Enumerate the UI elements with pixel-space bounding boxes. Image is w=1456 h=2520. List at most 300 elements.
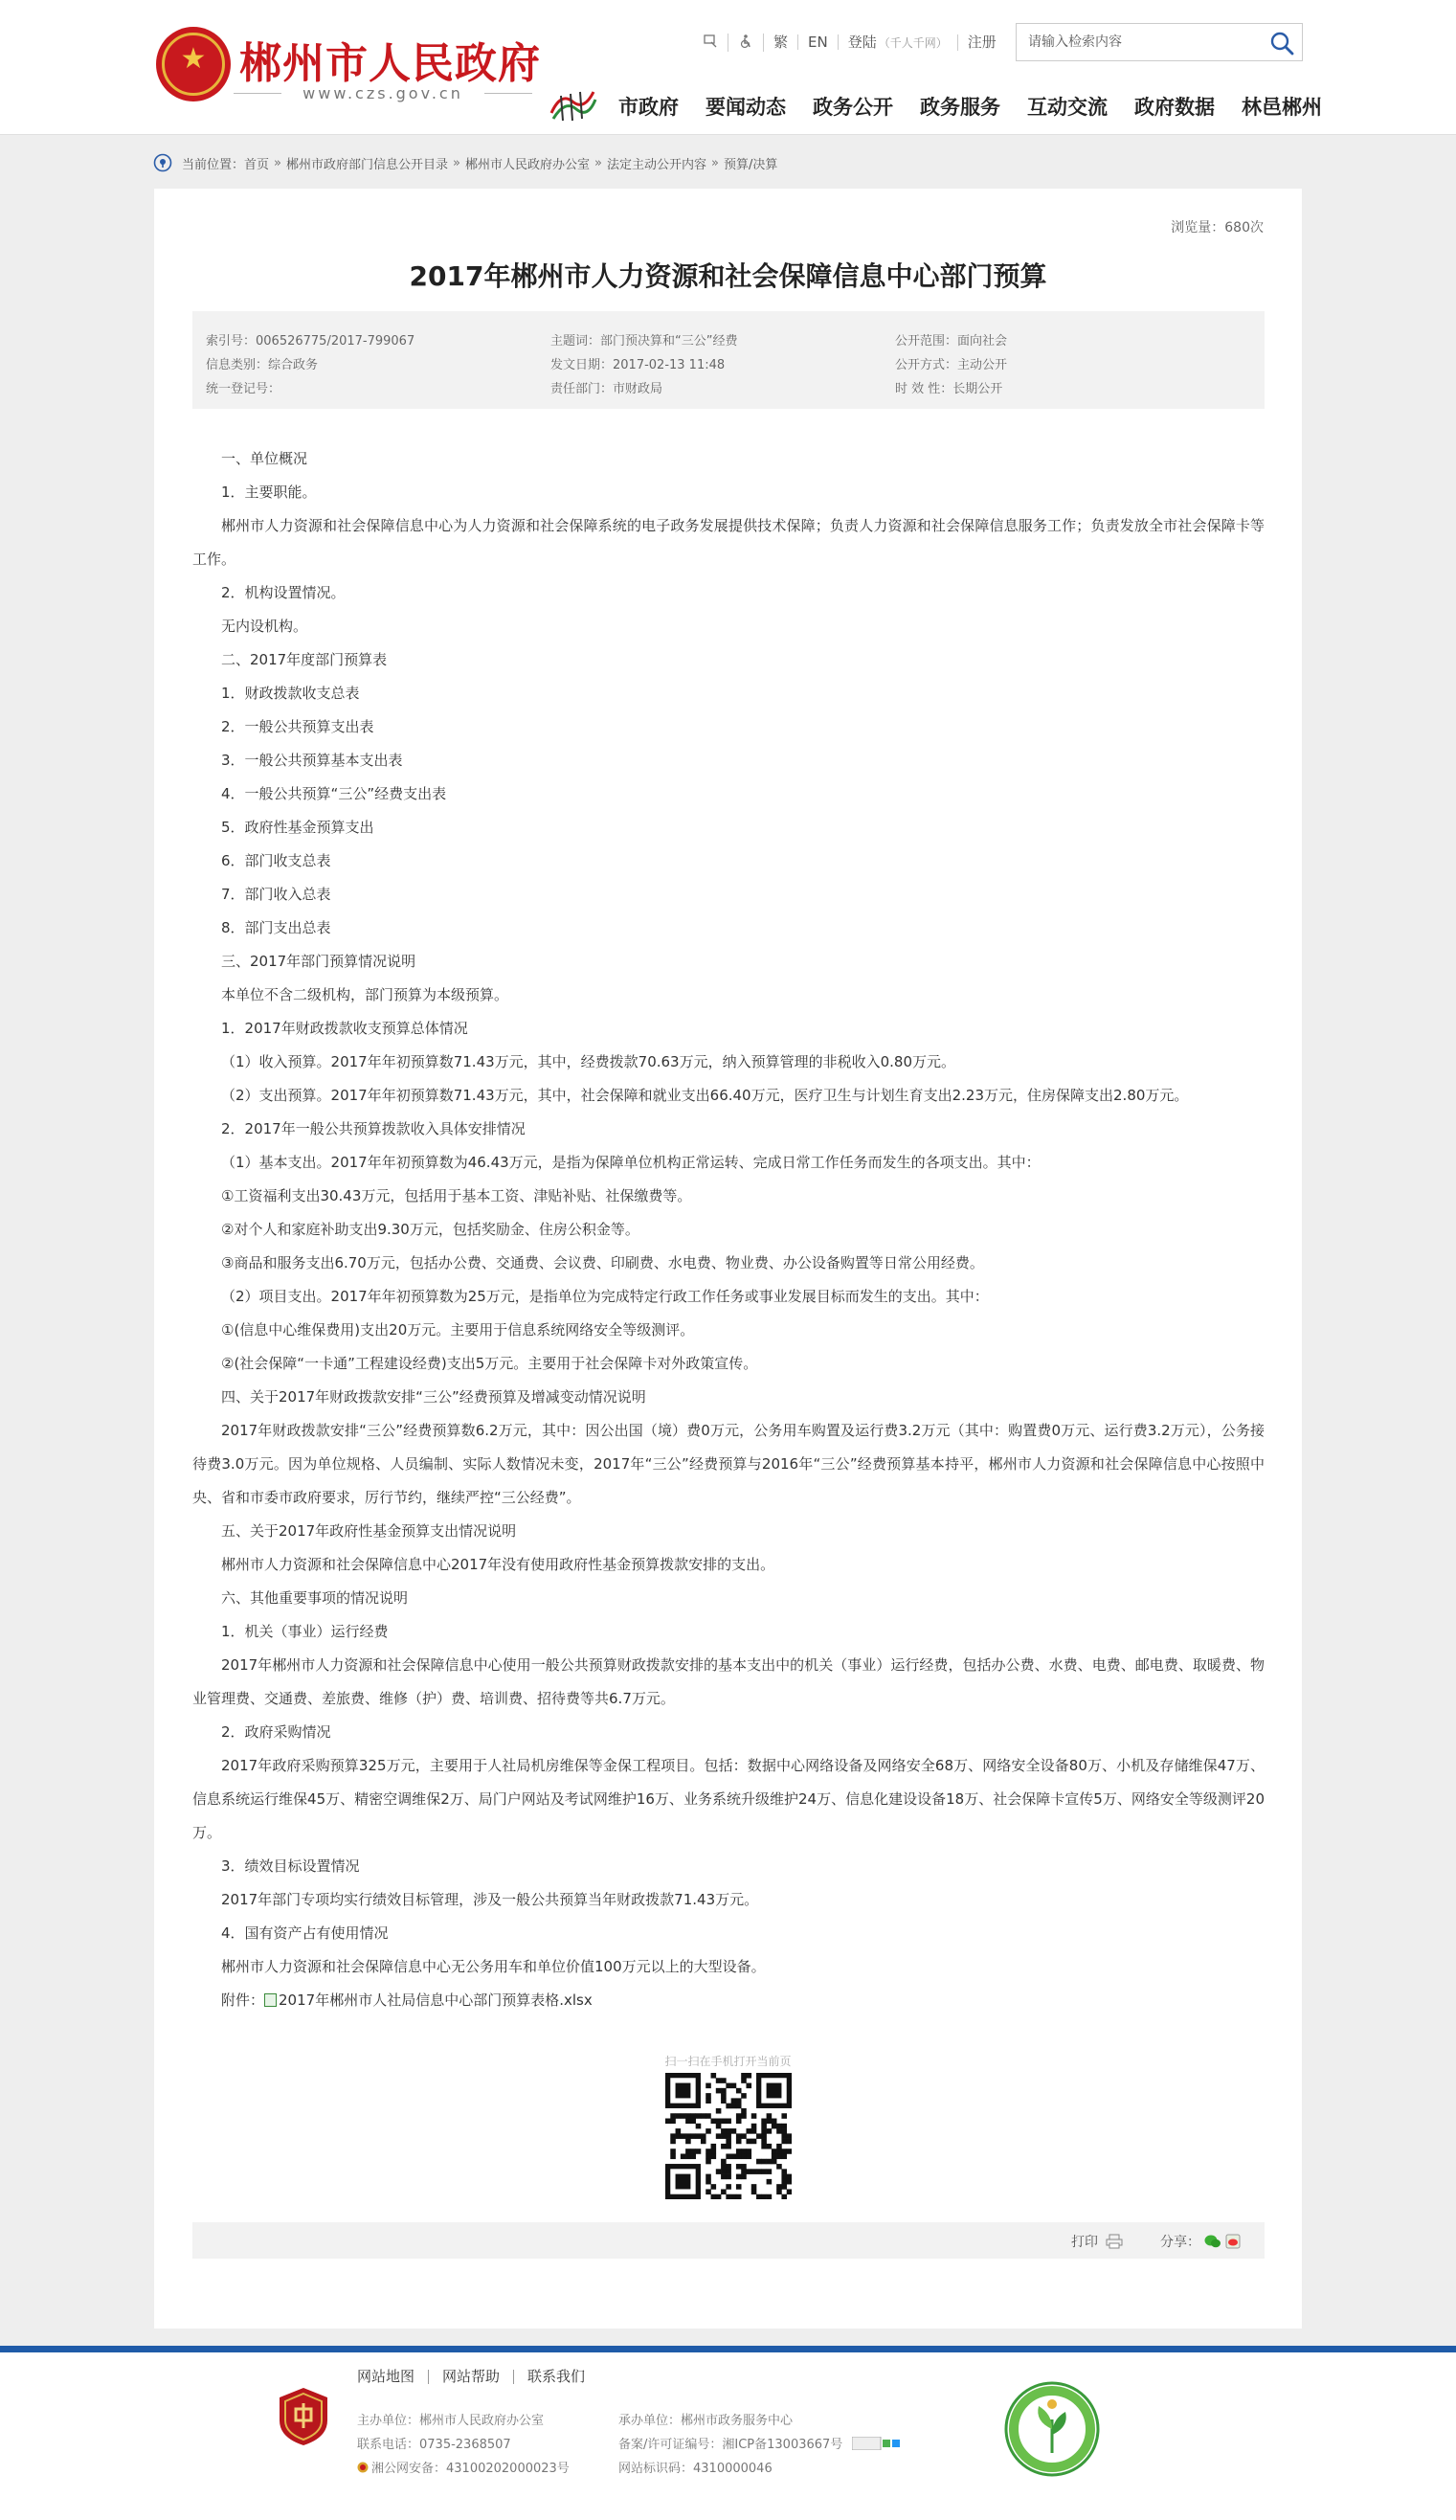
article-paragraph: 1．2017年财政拨款收支预算总体情况 — [221, 1020, 468, 1037]
qr-module — [761, 2124, 767, 2129]
qr-module — [731, 2194, 737, 2199]
qr-module — [701, 2139, 706, 2145]
qr-module — [685, 2149, 691, 2154]
login-label: 登陆 — [847, 33, 877, 51]
login-note: （千人千网） — [878, 35, 948, 50]
qr-module — [781, 2133, 787, 2139]
qr-module — [706, 2159, 711, 2165]
qr-module — [751, 2189, 757, 2194]
qr-module — [781, 2124, 787, 2129]
qr-module — [726, 2139, 731, 2145]
qr-module — [706, 2098, 711, 2104]
meta-scope: 公开范围：面向社会 — [895, 334, 1008, 349]
attachment-line — [192, 1984, 1265, 2017]
qr-module — [736, 2149, 742, 2154]
qr-module — [701, 2113, 706, 2119]
qr-module — [726, 2169, 731, 2174]
article-paragraph: 4．一般公共预算“三公”经费支出表 — [221, 785, 447, 802]
qr-module — [685, 2113, 691, 2119]
breadcrumb-item-statutory[interactable]: 法定主动公开内容 — [606, 157, 706, 172]
qr-module — [711, 2073, 717, 2079]
qr-module — [736, 2184, 742, 2190]
qr-module — [767, 2128, 773, 2134]
wheelchair-icon — [738, 34, 753, 49]
qr-module — [676, 2128, 682, 2134]
qr-module — [736, 2088, 742, 2094]
qr-module — [781, 2194, 787, 2199]
footer-undertaker: 承办单位：郴州市政务服务中心 — [618, 2414, 794, 2428]
meta-category: 信息类别：综合政务 — [206, 358, 319, 372]
article-paragraph: 四、关于2017年财政拨款安排“三公”经费预算及增减变动情况说明 — [221, 1388, 646, 1406]
site-header — [0, 0, 1456, 135]
nav-item-news[interactable]: 要闻动态 — [706, 96, 786, 119]
qr-module — [741, 2174, 747, 2180]
article-paragraph: （1）基本支出。2017年年初预算数为46.43万元，是指为保障单位机构正常运转、完成日常工作任务而发生的各项支出。其中： — [221, 1154, 1041, 1171]
qr-module — [690, 2119, 696, 2125]
qr-module — [736, 2164, 742, 2170]
elderly-mode-toggle[interactable] — [728, 34, 764, 52]
qr-module — [772, 2159, 777, 2165]
qr-module — [716, 2133, 722, 2139]
qr-module — [767, 2194, 773, 2199]
qr-module — [751, 2139, 757, 2145]
qr-module — [767, 2169, 773, 2174]
article-paragraph: ②(社会保障“一卡通”工程建设经费)支出5万元。主要用于社会保障卡对外政策宣传。 — [221, 1355, 758, 1372]
breadcrumb-separator: » — [594, 155, 602, 170]
qr-module — [731, 2098, 737, 2104]
qr-module — [781, 2149, 787, 2154]
qr-module — [756, 2159, 762, 2165]
site-url: www.czs.gov.cn — [241, 84, 525, 102]
qr-module — [696, 2133, 702, 2139]
top-links — [693, 33, 1006, 52]
search-input[interactable] — [1017, 24, 1256, 60]
share-label: 分享： — [1160, 2235, 1200, 2250]
article-paragraph: 2．2017年一般公共预算拨款收入具体安排情况 — [221, 1120, 526, 1137]
qr-module — [746, 2128, 751, 2134]
article-paragraph: 郴州市人力资源和社会保障信息中心无公务用车和单位价值100万元以上的大型设备。 — [221, 1958, 766, 1975]
footer-host: 主办单位：郴州市人民政府办公室 — [357, 2414, 545, 2428]
qr-module — [736, 2119, 742, 2125]
traditional-chinese-link[interactable]: 繁 — [764, 34, 798, 50]
meta-method: 公开方式：主动公开 — [895, 358, 1008, 372]
main-nav — [618, 92, 1322, 121]
article-paragraph: 7．部门收入总表 — [221, 886, 331, 903]
nav-item-linyi-chenzhou[interactable]: 林邑郴州 — [1242, 96, 1322, 119]
nav-item-interaction[interactable]: 互动交流 — [1027, 96, 1108, 119]
qr-module — [761, 2128, 767, 2134]
article-paragraph: 2．一般公共预算支出表 — [221, 718, 374, 735]
qr-caption: 扫一扫在手机打开当前页 — [664, 2055, 792, 2068]
qr-module — [736, 2139, 742, 2145]
search-icon[interactable] — [1269, 31, 1294, 56]
qr-module — [746, 2083, 751, 2089]
qr-module — [726, 2119, 731, 2125]
qr-module — [746, 2073, 751, 2079]
qr-module — [772, 2149, 777, 2154]
accessibility-icon — [703, 34, 718, 49]
qr-module — [741, 2149, 747, 2154]
qr-module — [706, 2128, 711, 2134]
accessibility-toggle[interactable] — [693, 34, 728, 52]
qr-module — [772, 2124, 777, 2129]
article-paragraph: ②对个人和家庭补助支出9.30万元，包括奖励金、住房公积金等。 — [221, 1221, 639, 1238]
qr-module — [690, 2113, 696, 2119]
article-paragraph: 5．政府性基金预算支出 — [221, 819, 374, 836]
qr-module — [676, 2113, 682, 2119]
qr-module — [761, 2133, 767, 2139]
qr-module — [721, 2164, 727, 2170]
attachment-label: 附件： — [221, 1991, 265, 2009]
qr-module — [726, 2184, 731, 2190]
qr-module — [767, 2113, 773, 2119]
police-badge-icon — [357, 2462, 369, 2473]
qr-module — [716, 2124, 722, 2129]
article-paragraph: （2）项目支出。2017年年初预算数为25万元，是指单位为完成特定行政工作任务或事业发展目标而发生的支出。其中： — [221, 1288, 989, 1305]
qr-module — [701, 2133, 706, 2139]
qr-module — [776, 2153, 782, 2159]
qr-code — [665, 2073, 792, 2199]
article-paragraph: 1．主要职能。 — [221, 484, 317, 501]
qr-module — [681, 2153, 686, 2159]
qr-module — [761, 2139, 767, 2145]
qr-module — [741, 2078, 747, 2083]
cnzz-icon[interactable] — [852, 2437, 900, 2450]
qr-module — [741, 2093, 747, 2099]
qr-module — [781, 2174, 787, 2180]
qr-module — [690, 2133, 696, 2139]
qr-module — [781, 2113, 787, 2119]
qr-module — [706, 2189, 711, 2194]
qr-module — [685, 2139, 691, 2145]
qr-module — [772, 2153, 777, 2159]
qr-module — [741, 2113, 747, 2119]
qr-module — [776, 2184, 782, 2190]
qr-module — [685, 2133, 691, 2139]
qr-module — [706, 2174, 711, 2180]
qr-module — [761, 2169, 767, 2174]
footer-site-code: 网站标识码：4310000046 — [618, 2462, 773, 2476]
qr-module — [716, 2108, 722, 2114]
qr-module — [690, 2153, 696, 2159]
article-paragraph: 郴州市人力资源和社会保障信息中心为人力资源和社会保障系统的电子政务发展提供技术保障；负责人力资源和社会保障信息服务工作；负责发放全市社会保障卡等工作。 — [192, 517, 1265, 568]
qr-module — [721, 2189, 727, 2194]
qr-module — [711, 2194, 717, 2199]
qr-module — [761, 2159, 767, 2165]
footer-link-sitemap[interactable]: 网站地图 — [357, 2370, 429, 2384]
site-footer — [0, 2352, 1456, 2520]
qr-module — [716, 2194, 722, 2199]
article-paragraph: 1．机关（事业）运行经费 — [221, 1623, 389, 1640]
qr-module — [670, 2113, 676, 2119]
qr-module — [711, 2184, 717, 2190]
qr-module — [731, 2083, 737, 2089]
article-paragraph: ③商品和服务支出6.70万元，包括办公费、交通费、会议费、印刷费、水电费、物业费、办公设备购置等日常公用经费。 — [221, 1254, 984, 1271]
qr-module — [711, 2144, 717, 2149]
article-paragraph: 六、其他重要事项的情况说明 — [221, 1589, 409, 1607]
qr-module — [761, 2194, 767, 2199]
qr-module — [736, 2174, 742, 2180]
qr-module — [736, 2194, 742, 2199]
qr-module — [751, 2128, 757, 2134]
qr-module — [736, 2098, 742, 2104]
qr-module — [721, 2098, 727, 2104]
article-paragraph: 三、2017年部门预算情况说明 — [221, 953, 416, 970]
qr-module — [746, 2139, 751, 2145]
qr-module — [726, 2174, 731, 2180]
national-emblem-icon[interactable] — [156, 27, 231, 101]
emblem-star: ★ — [180, 42, 207, 76]
qr-module — [776, 2189, 782, 2194]
footer-link-contact[interactable]: 联系我们 — [527, 2368, 586, 2385]
qr-module — [787, 2179, 792, 2185]
qr-module — [751, 2169, 757, 2174]
qr-module — [741, 2108, 747, 2114]
qr-module — [776, 2124, 782, 2129]
qr-module — [736, 2153, 742, 2159]
qr-module — [726, 2133, 731, 2139]
qr-module — [741, 2073, 747, 2079]
qr-module — [711, 2149, 717, 2154]
qr-module — [731, 2128, 737, 2134]
qr-module — [706, 2093, 711, 2099]
qr-module — [670, 2133, 676, 2139]
article-paragraph: 3．绩效目标设置情况 — [221, 1857, 360, 1875]
qr-module — [741, 2153, 747, 2159]
qr-module — [696, 2149, 702, 2154]
qr-module — [706, 2149, 711, 2154]
qr-module — [741, 2133, 747, 2139]
qr-module — [736, 2104, 742, 2109]
qr-module — [776, 2128, 782, 2134]
excel-file-icon — [264, 1993, 277, 2007]
breadcrumb — [153, 151, 777, 174]
qr-module — [696, 2113, 702, 2119]
breadcrumb-item-home[interactable]: 首页 — [244, 157, 270, 172]
article-paragraph: ①工资福利支出30.43万元，包括用于基本工资、津贴补贴、社保缴费等。 — [221, 1187, 692, 1204]
qr-module — [716, 2169, 722, 2174]
qr-module — [706, 2179, 711, 2185]
qr-module — [726, 2144, 731, 2149]
qr-module — [781, 2169, 787, 2174]
nav-item-government-services[interactable]: 政务服务 — [920, 96, 1000, 119]
print-label: 打印 — [1071, 2235, 1098, 2250]
attachment-link[interactable]: 2017年郴州市人社局信息中心部门预算表格.xlsx — [279, 1991, 593, 2009]
qr-module — [676, 2133, 682, 2139]
qr-module — [726, 2128, 731, 2134]
qr-module — [721, 2174, 727, 2180]
qr-module — [761, 2119, 767, 2125]
qr-module — [787, 2149, 792, 2154]
qr-module — [741, 2169, 747, 2174]
weibo-icon[interactable] — [1225, 2234, 1241, 2249]
nav-item-government-data[interactable]: 政府数据 — [1134, 96, 1215, 119]
qr-module — [721, 2169, 727, 2174]
breadcrumb-item-budget[interactable]: 预算/决算 — [723, 157, 778, 172]
qr-module — [665, 2119, 671, 2125]
qr-module — [716, 2088, 722, 2094]
search-box — [1016, 23, 1303, 61]
article-paragraph: 无内设机构。 — [221, 618, 308, 635]
qr-module — [787, 2133, 792, 2139]
footer-police-text[interactable]: 湘公网安备：43100202000023号 — [371, 2462, 570, 2476]
article-paragraph: 二、2017年度部门预算表 — [221, 651, 388, 668]
qr-module — [681, 2133, 686, 2139]
qr-module — [767, 2119, 773, 2125]
article-paragraph: 2．政府采购情况 — [221, 1723, 331, 1741]
article-paragraph: 2017年财政拨款安排“三公”经费预算数6.2万元，其中：因公出国（境）费0万元，公务用车购置及运行费3.2万元（其中：购置费0万元、运行费3.2万元），公务接待费3.0万元。因为单位规格、人员编制、实际人数情况未变，2017年“三公”经费预算与2016年“三公”经费预算基本持平，郴州市人力资源和社会保障信息中心按照中央、省和市委市政府要求，厉行节约，继续严控“三公经费”。 — [192, 1422, 1265, 1506]
qr-module — [711, 2153, 717, 2159]
qr-module — [756, 2133, 762, 2139]
qr-module — [721, 2093, 727, 2099]
article-paragraph: 1．财政拨款收支总表 — [221, 685, 360, 702]
meta-subject: 主题词：部门预决算和“三公”经费 — [550, 334, 738, 349]
view-count: 浏览量：680次 — [1171, 220, 1264, 236]
printer-icon — [1106, 2234, 1123, 2249]
qr-module — [756, 2194, 762, 2199]
qr-module — [731, 2104, 737, 2109]
civilized-city-badge-icon[interactable] — [1004, 2381, 1100, 2477]
qr-module — [726, 2104, 731, 2109]
breadcrumb-separator: » — [710, 155, 719, 170]
qr-module — [681, 2113, 686, 2119]
login-link[interactable] — [839, 34, 958, 51]
qr-module — [706, 2083, 711, 2089]
meta-validity: 时 效 性：长期公开 — [895, 382, 1003, 396]
qr-module — [746, 2169, 751, 2174]
article-paragraph: 五、关于2017年政府性基金预算支出情况说明 — [221, 1522, 517, 1540]
qr-module — [776, 2144, 782, 2149]
location-pin-icon — [153, 153, 172, 172]
qr-module — [721, 2159, 727, 2165]
qr-module — [706, 2153, 711, 2159]
qr-module — [726, 2083, 731, 2089]
article-meta — [192, 311, 1265, 409]
footer-links — [357, 2370, 598, 2384]
article-paragraph: 8．部门支出总表 — [221, 919, 331, 936]
breadcrumb-item-office[interactable]: 郴州市人民政府办公室 — [464, 157, 590, 172]
qr-module — [716, 2119, 722, 2125]
article-paragraph: 一、单位概况 — [221, 450, 308, 467]
article-title: 2017年郴州市人力资源和社会保障信息中心部门预算 — [409, 260, 1047, 292]
qr-module — [787, 2139, 792, 2145]
article-body — [192, 442, 1265, 2017]
qr-module — [756, 2169, 762, 2174]
qr-module — [670, 2149, 676, 2154]
meta-dept: 责任部门：市财政局 — [550, 382, 663, 396]
qr-module — [741, 2164, 747, 2170]
qr-module — [751, 2113, 757, 2119]
qr-module — [767, 2159, 773, 2165]
footer-phone: 联系电话：0735-2368507 — [357, 2438, 511, 2452]
share-area — [1160, 2232, 1241, 2251]
article-paragraph: 2017年郴州市人力资源和社会保障信息中心使用一般公共预算财政拨款安排的基本支出中的机关（事业）运行经费，包括办公费、水费、电费、邮电费、取暖费、物业管理费、交通费、差旅费、维修（护）费、培训费、招待费等共6.7万元。 — [192, 1656, 1265, 1707]
qr-module — [721, 2128, 727, 2134]
article-paragraph: （2）支出预算。2017年年初预算数71.43万元，其中，社会保障和就业支出66.40万元，医疗卫生与计划生育支出2.23万元，住房保障支出2.80万元。 — [221, 1087, 1189, 1104]
article-paragraph: 2．机构设置情况。 — [221, 584, 346, 601]
qr-module — [726, 2194, 731, 2199]
qr-module — [706, 2113, 711, 2119]
qr-module — [776, 2149, 782, 2154]
share-bar — [192, 2222, 1265, 2259]
qr-module — [787, 2174, 792, 2180]
qr-module — [721, 2133, 727, 2139]
qr-module — [772, 2119, 777, 2125]
meta-date: 发文日期：2017-02-13 11:48 — [550, 358, 726, 372]
footer-accent-line — [0, 2346, 1456, 2352]
qr-module — [716, 2078, 722, 2083]
article-paragraph: 2017年部门专项均实行绩效目标管理，涉及一般公共预算当年财政拨款71.43万元。 — [221, 1891, 759, 1908]
footer-icp — [618, 2434, 900, 2452]
qr-module — [767, 2083, 782, 2099]
english-link[interactable]: EN — [798, 34, 839, 50]
qr-module — [676, 2083, 691, 2099]
breadcrumb-separator: » — [453, 155, 460, 170]
nav-item-open-government[interactable]: 政务公开 — [813, 96, 893, 119]
qr-module — [781, 2184, 787, 2190]
qr-module — [731, 2153, 737, 2159]
qr-module — [726, 2153, 731, 2159]
qr-module — [690, 2149, 696, 2154]
article-paragraph: 3．一般公共预算基本支出表 — [221, 752, 403, 769]
qr-module — [685, 2119, 691, 2125]
qr-module — [696, 2124, 702, 2129]
breadcrumb-item-catalog[interactable]: 郴州市政府部门信息公开目录 — [286, 157, 449, 172]
government-site-badge-icon[interactable] — [277, 2386, 330, 2447]
qr-module — [781, 2128, 787, 2134]
qr-module — [767, 2144, 773, 2149]
article-paragraph: 4．国有资产占有使用情况 — [221, 1924, 389, 1942]
qr-module — [711, 2119, 717, 2125]
footer-police-record — [357, 2458, 570, 2476]
qr-module — [746, 2153, 751, 2159]
qr-module — [721, 2088, 727, 2094]
qr-module — [670, 2119, 676, 2125]
qr-module — [761, 2144, 767, 2149]
qr-module — [721, 2119, 727, 2125]
qr-module — [676, 2174, 691, 2190]
qr-module — [721, 2144, 727, 2149]
qr-module — [685, 2153, 691, 2159]
footer-icp-text[interactable]: 备案/许可证编号：湘ICP备13003667号 — [618, 2438, 843, 2452]
article-card — [154, 189, 1302, 2329]
qr-module — [746, 2149, 751, 2154]
article-paragraph: 6．部门收支总表 — [221, 852, 331, 869]
article-paragraph: 本单位不含二级机构，部门预算为本级预算。 — [221, 986, 509, 1003]
article-paragraph: （1）收入预算。2017年年初预算数71.43万元，其中，经费拨款70.63万元，纳入预算管理的非税收入0.80万元。 — [221, 1053, 956, 1070]
print-button[interactable] — [1071, 2232, 1123, 2251]
qr-module — [736, 2133, 742, 2139]
register-link[interactable]: 注册 — [967, 34, 997, 51]
qr-module — [751, 2184, 757, 2190]
article-paragraph: 2017年政府采购预算325万元，主要用于人社局机房维保等金保工程项目。包括：数据中心网络设备及网络安全68万、网络安全设备80万、小机及存储维保47万、信息系统运行维保45万、精密空调维保2万、局门户网站及考试网维护16万、业务系统升级维护24万、信息化建设设备18万、社会保障卡宣传5万、网络安全等级测评20万。 — [192, 1757, 1265, 1841]
qr-module — [751, 2124, 757, 2129]
qr-module — [721, 2078, 727, 2083]
site-title[interactable]: 郴州市人民政府 — [239, 39, 541, 88]
nav-item-city-government[interactable]: 市政府 — [618, 96, 679, 119]
nav-logo-icon — [548, 84, 597, 123]
qr-module — [736, 2113, 742, 2119]
qr-module — [781, 2179, 787, 2185]
wechat-icon[interactable] — [1204, 2234, 1221, 2249]
qr-module — [726, 2164, 731, 2170]
qr-module — [670, 2139, 676, 2145]
qr-module — [781, 2139, 787, 2145]
breadcrumb-label: 当前位置： — [182, 157, 245, 172]
meta-unified-no: 统一登记号： — [206, 382, 281, 396]
footer-link-help[interactable]: 网站帮助 — [429, 2370, 514, 2384]
article-paragraphs — [192, 442, 1265, 1984]
